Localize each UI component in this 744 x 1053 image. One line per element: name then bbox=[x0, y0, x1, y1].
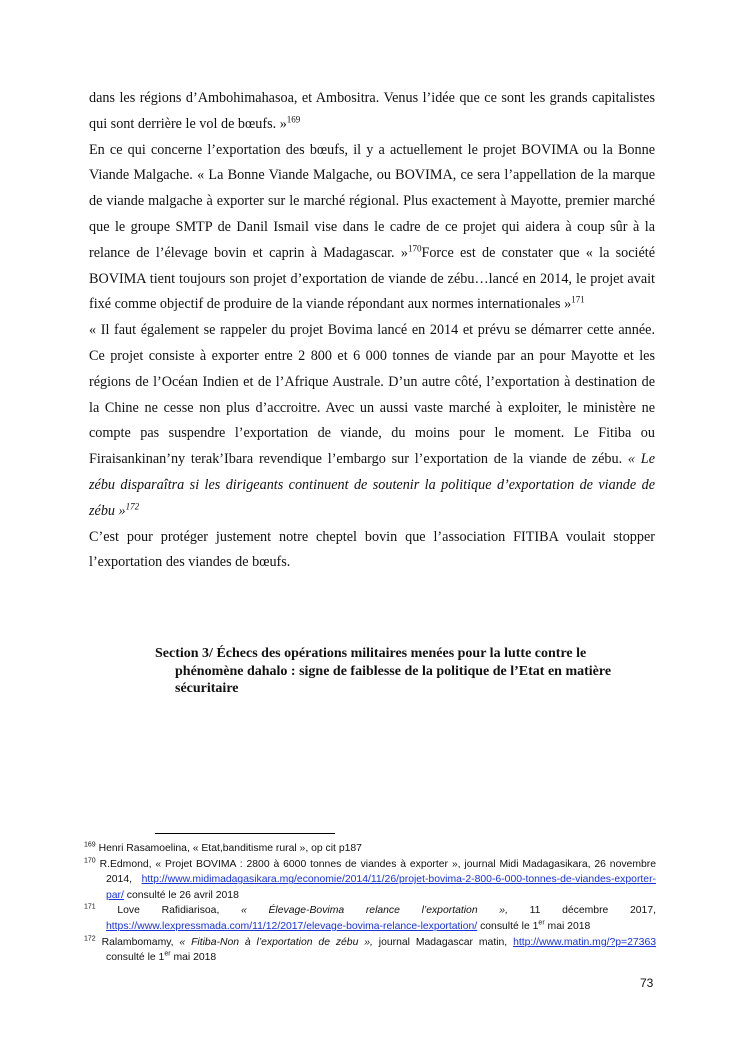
footnote-ref[interactable]: 172 bbox=[125, 501, 140, 512]
section-heading-line: phénomène dahalo : signe de faiblesse de la politique de l’Etat en matière bbox=[175, 663, 612, 679]
footnote: $^{170}$ R.Edmond, « Projet BOVIMA : 2800 à 6000 tonnes de viandes à exporter », journal Midi Madagasikara, 26 novembre 2014, http://www.midimadagasikara.mg/economie/2014/11/26/projet-bovima-2-800-6-000-tonnes-de-viandes-exporter-par/ consulté le 26 avril 2018 bbox=[84, 857, 656, 901]
body-text bbox=[89, 86, 655, 576]
section-heading bbox=[155, 645, 655, 698]
section-heading-line: sécuritaire bbox=[175, 681, 239, 696]
footnotes bbox=[84, 841, 656, 966]
footnote: $^{171}$ Love Rafidiarisoa, « Élevage-Bovima relance l’exportation », 11 décembre 2017, https://www.lexpressmada.com/11/12/2017/elevage-bovima-relance-lexportation/ consulté le 1er mai 2018 bbox=[84, 903, 657, 932]
paragraph: En ce qui concerne l’exportation des bœufs, il y a actuellement le projet BOVIMA ou la Bonne Viande Malgache. « La Bonne Viande Malgache, ou BOVIMA, ce sera l’appellation de la marque de viande malgache à exporter sur le marché régional. Plus exactement à Mayotte, premier marché que le groupe SMTP de Danil Ismail vise dans le cadre de ce projet qui aidera à coup sûr à la relance de l’élevage bovin et caprin à Madagascar. »$^{170}$Force est de constater que « la société BOVIMA tient toujours son projet d’exportation de viande de zébu…lancé en 2014, le projet avait fixé comme objectif de produire de la viande répondant aux normes internationales »$^{171}$ bbox=[89, 141, 656, 313]
footnote-link[interactable]: https://www.lexpressmada.com/11/12/2017/elevage-bovima-relance-lexportation/ bbox=[106, 920, 478, 932]
paragraph: dans les régions d’Ambohimahasoa, et Ambositra. Venus l’idée que ce sont les grands capitalistes qui sont derrière le vol de bœufs. »$^{169}$ bbox=[89, 90, 655, 132]
footnote-ref[interactable]: 171 bbox=[571, 294, 585, 305]
footnote-ref[interactable]: 170 bbox=[407, 243, 422, 254]
footnote-link[interactable]: http://www.matin.mg/?p=27363 bbox=[513, 936, 657, 948]
page-number: 73 bbox=[640, 976, 654, 990]
footnote-ref[interactable]: 169 bbox=[286, 114, 301, 125]
paragraph: « Il faut également se rappeler du projet Bovima lancé en 2014 et prévu se démarrer cette année. Ce projet consiste à exporter entre 2 800 et 6 000 tonnes de viande par an pour Mayotte et les régions de l’Océan Indien et de l’Afrique Australe. D’un autre côté, l’exportation à destination de la Chine ne cesse non plus d’accroitre. Avec un aussi vaste marché à exploiter, le ministère ne compte pas suspendre l’exportation de viande, du moins pour le moment. Le Fitiba ou Firaisankinan’ny terak’Ibara revendique l’embargo sur l’exportation de la viande de zébu. « Le zébu disparaîtra si les dirigeants continuent de soutenir la politique d’exportation de viande de zébu »$^{172}$ bbox=[89, 322, 655, 519]
footnote: $^{172}$ Ralambomamy, « Fitiba-Non à l’exportation de zébu », journal Madagascar matin, http://www.matin.mg/?p=27363 consulté le 1er mai 2018 bbox=[84, 935, 657, 964]
footnote-link[interactable]: http://www.midimadagasikara.mg/economie/2014/11/26/projet-bovima-2-800-6-000-tonnes-de-viandes-exporter-par/ bbox=[106, 874, 656, 901]
footnote: $^{169}$ Henri Rasamoelina, « Etat,banditisme rural », op cit p187 bbox=[84, 841, 362, 854]
footnote-separator bbox=[155, 833, 335, 834]
section-heading-line: Section 3/ Échecs des opérations militaires menées pour la lutte contre le bbox=[155, 646, 587, 661]
paragraph: C’est pour protéger justement notre cheptel bovin que l’association FITIBA voulait stopper l’exportation des viandes de bœufs. bbox=[89, 528, 655, 571]
